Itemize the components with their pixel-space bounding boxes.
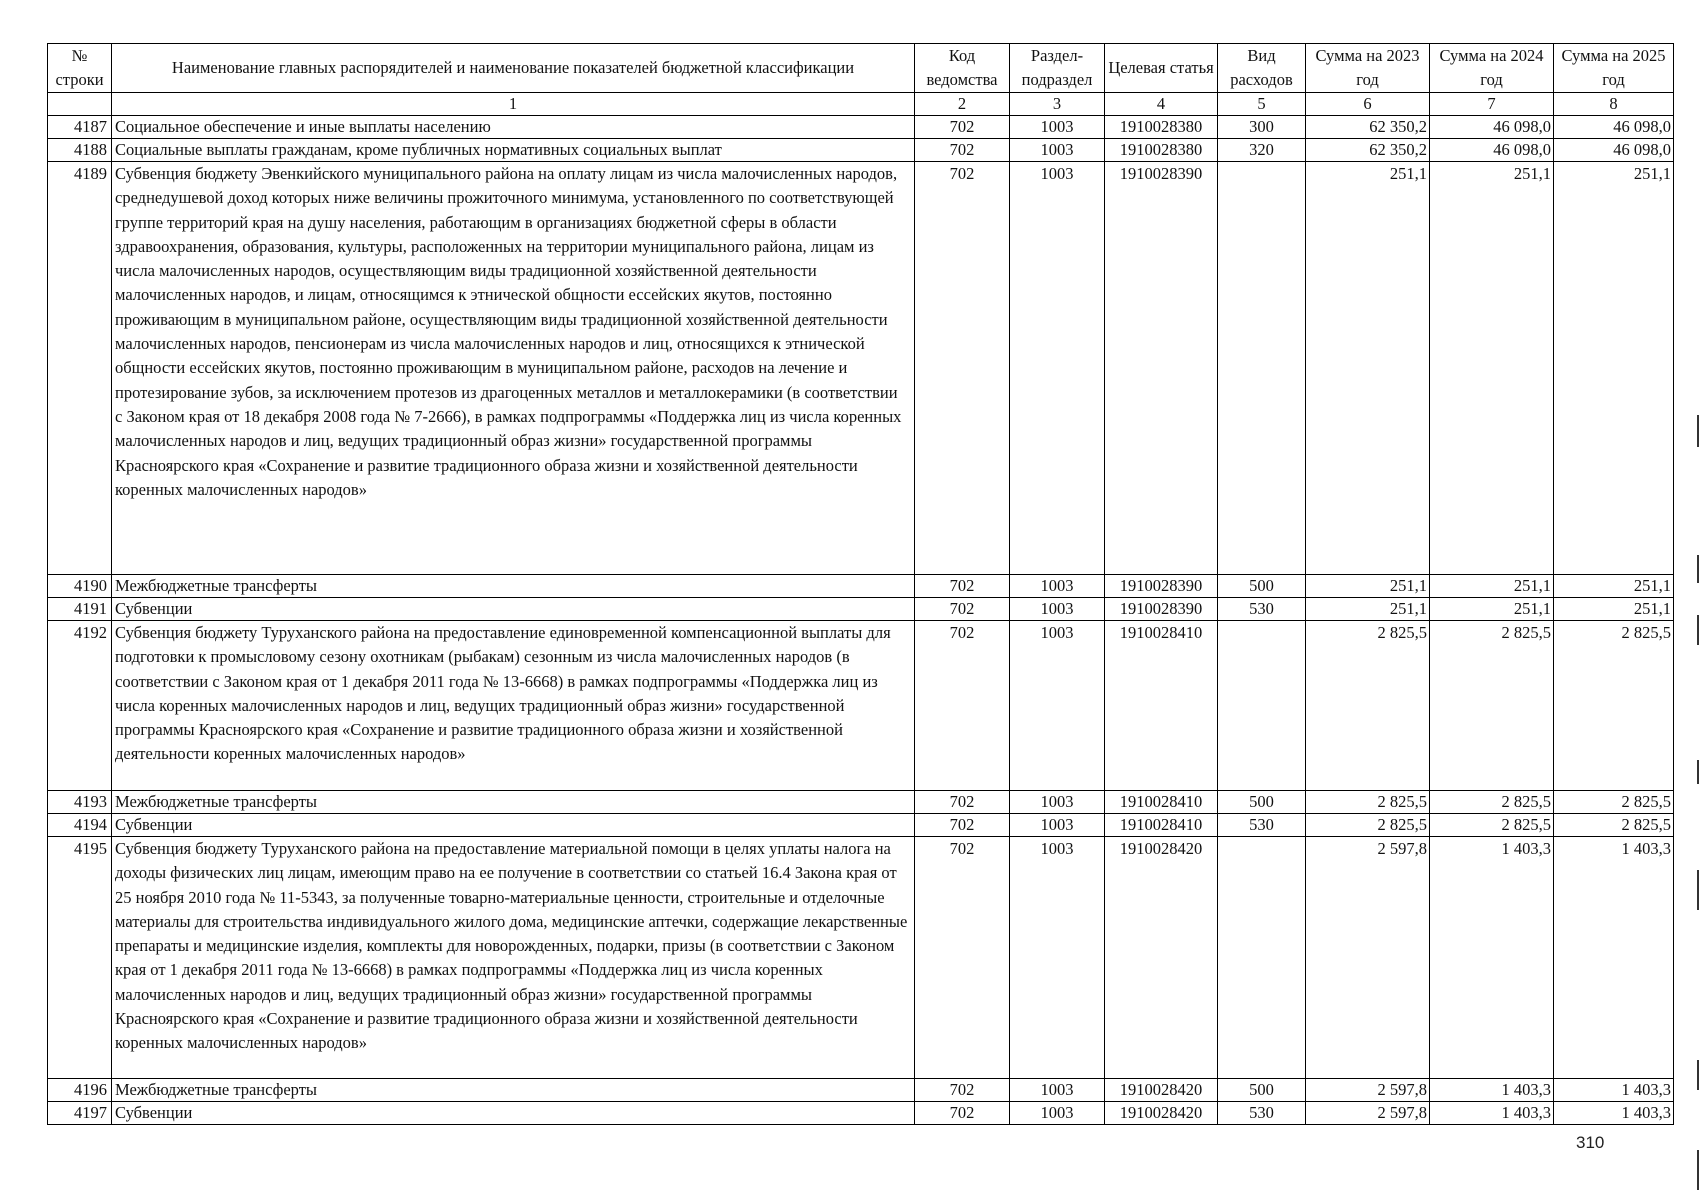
sum-2024: 2 825,5: [1430, 791, 1554, 814]
sum-2025: 1 403,3: [1554, 837, 1674, 1079]
department-code: 702: [915, 575, 1010, 598]
sum-2024: 1 403,3: [1430, 1102, 1554, 1125]
target-article: 1910028390: [1105, 598, 1218, 621]
table-row: [48, 791, 1674, 814]
target-article: 1910028420: [1105, 1102, 1218, 1125]
page-number: 310: [1576, 1133, 1605, 1152]
department-code: 702: [915, 139, 1010, 162]
header-target-article: Целевая статья: [1105, 44, 1218, 93]
row-name: Межбюджетные трансферты: [112, 575, 915, 598]
department-code: 702: [915, 598, 1010, 621]
expense-type: 530: [1218, 598, 1306, 621]
column-number: 3: [1010, 93, 1105, 116]
column-number: 1: [112, 93, 915, 116]
department-code: 702: [915, 621, 1010, 791]
section-code: 1003: [1010, 162, 1105, 575]
column-number: 7: [1430, 93, 1554, 116]
sum-2025: 2 825,5: [1554, 814, 1674, 837]
row-number: 4197: [48, 1102, 112, 1125]
table-row: [48, 1102, 1674, 1125]
sum-2024: 1 403,3: [1430, 837, 1554, 1079]
row-name: Субвенции: [112, 1102, 915, 1125]
column-number: 2: [915, 93, 1010, 116]
section-code: 1003: [1010, 116, 1105, 139]
sum-2023: 62 350,2: [1306, 116, 1430, 139]
table-row: [48, 598, 1674, 621]
sum-2025: 46 098,0: [1554, 139, 1674, 162]
expense-type: [1218, 162, 1306, 575]
column-number: 4: [1105, 93, 1218, 116]
row-name: Субвенции: [112, 598, 915, 621]
column-number: [48, 93, 112, 116]
table-row: [48, 621, 1674, 791]
sum-2025: 251,1: [1554, 598, 1674, 621]
expense-type: 530: [1218, 1102, 1306, 1125]
row-name: Субвенция бюджету Эвенкийского муниципального района на оплату лицам из числа малочисленных народов, среднедушевой доход которых ниже величины прожиточного минимума, установленного по соответствующей группе территорий края на душу населения, работающим в организациях бюджетной сферы в области здравоохранения, образования, культуры, расположенных на территории муниципального района, лицам из числа малочисленных народов, осуществляющим виды традиционной хозяйственной деятельности малочисленных народов, и лицам, относящимся к этнической общности ессейских якутов, постоянно проживающим в муниципальном районе, осуществляющим виды традиционной хозяйственной деятельности малочисленных народов, пенсионерам из числа малочисленных народов и лиц, относящихся к этнической общности ессейских якутов, постоянно проживающим в муниципальном районе, расходов на лечение и протезирование зубов, за исключением протезов из драгоценных металлов и металлокерамики (в соответствии с Законом края от 18 декабря 2008 года № 7-2666), в рамках подпрограммы «Поддержка лиц из числа коренных малочисленных народов и лиц, ведущих традиционный образ жизни» государственной программы Красноярского края «Сохранение и развитие традиционного образа жизни и хозяйственной деятельности коренных малочисленных народов»: [112, 162, 915, 575]
department-code: 702: [915, 1079, 1010, 1102]
section-code: 1003: [1010, 598, 1105, 621]
table-row: [48, 575, 1674, 598]
scan-edge-mark: [1697, 760, 1699, 784]
sum-2023: 2 597,8: [1306, 1102, 1430, 1125]
header-sum-2024: Сумма на 2024 год: [1430, 44, 1554, 93]
sum-2024: 2 825,5: [1430, 814, 1554, 837]
header-section: Раздел-подраздел: [1010, 44, 1105, 93]
row-name: Субвенция бюджету Туруханского района на предоставление материальной помощи в целях уплаты налога на доходы физических лиц лицам, имеющим право на ее получение в соответствии со статьей 16.4 Закона края от 25 ноября 2010 года № 11-5343, за полученные товарно-материальные ценности, строительные и отделочные материалы для строительства индивидуального жилого дома, медицинские аптечки, содержащие лекарственные препараты и медицинские изделия, комплекты для новорожденных, подарки, призы (в соответствии с Законом края от 1 декабря 2011 года № 13-6668) в рамках подпрограммы «Поддержка лиц из числа коренных малочисленных народов и лиц, ведущих традиционный образ жизни» государственной программы Красноярского края «Сохранение и развитие традиционного образа жизни и хозяйственной деятельности коренных малочисленных народов»: [112, 837, 915, 1079]
table-row: [48, 162, 1674, 575]
sum-2023: 2 825,5: [1306, 621, 1430, 791]
header-name: Наименование главных распорядителей и наименование показателей бюджетной классификации: [112, 44, 915, 93]
row-name: Субвенции: [112, 814, 915, 837]
scan-edge-mark: [1697, 555, 1699, 583]
sum-2024: 46 098,0: [1430, 139, 1554, 162]
header-row-number: № строки: [48, 44, 112, 93]
sum-2023: 2 597,8: [1306, 1079, 1430, 1102]
row-number: 4195: [48, 837, 112, 1079]
row-name: Межбюджетные трансферты: [112, 1079, 915, 1102]
sum-2025: 46 098,0: [1554, 116, 1674, 139]
column-number: 6: [1306, 93, 1430, 116]
sum-2023: 62 350,2: [1306, 139, 1430, 162]
header-sum-2025: Сумма на 2025 год: [1554, 44, 1674, 93]
target-article: 1910028390: [1105, 162, 1218, 575]
scan-edge-mark: [1697, 1150, 1699, 1190]
budget-table: [47, 43, 1674, 1125]
row-number: 4191: [48, 598, 112, 621]
sum-2023: 2 825,5: [1306, 814, 1430, 837]
department-code: 702: [915, 837, 1010, 1079]
row-number: 4192: [48, 621, 112, 791]
sum-2023: 251,1: [1306, 162, 1430, 575]
row-number: 4193: [48, 791, 112, 814]
target-article: 1910028410: [1105, 621, 1218, 791]
department-code: 702: [915, 814, 1010, 837]
row-number: 4187: [48, 116, 112, 139]
row-name: Межбюджетные трансферты: [112, 791, 915, 814]
sum-2024: 1 403,3: [1430, 1079, 1554, 1102]
sum-2023: 251,1: [1306, 575, 1430, 598]
column-number: 5: [1218, 93, 1306, 116]
sum-2024: 251,1: [1430, 575, 1554, 598]
header-sum-2023: Сумма на 2023 год: [1306, 44, 1430, 93]
target-article: 1910028420: [1105, 837, 1218, 1079]
sum-2024: 251,1: [1430, 162, 1554, 575]
expense-type: [1218, 621, 1306, 791]
sum-2023: 2 825,5: [1306, 791, 1430, 814]
sum-2023: 2 597,8: [1306, 837, 1430, 1079]
section-code: 1003: [1010, 575, 1105, 598]
header-department-code: Код ведомства: [915, 44, 1010, 93]
expense-type: [1218, 837, 1306, 1079]
section-code: 1003: [1010, 1079, 1105, 1102]
target-article: 1910028390: [1105, 575, 1218, 598]
department-code: 702: [915, 162, 1010, 575]
sum-2025: 251,1: [1554, 575, 1674, 598]
row-name: Социальное обеспечение и иные выплаты населению: [112, 116, 915, 139]
row-name: Социальные выплаты гражданам, кроме публичных нормативных социальных выплат: [112, 139, 915, 162]
department-code: 702: [915, 1102, 1010, 1125]
sum-2025: 1 403,3: [1554, 1079, 1674, 1102]
sum-2025: 1 403,3: [1554, 1102, 1674, 1125]
section-code: 1003: [1010, 791, 1105, 814]
row-name: Субвенция бюджету Туруханского района на предоставление единовременной компенсационной выплаты для подготовки к промысловому сезону охотникам (рыбакам) сезонным из числа малочисленных народов (в соответствии с Законом края от 1 декабря 2011 года № 13-6668) в рамках подпрограммы «Поддержка лиц из числа коренных малочисленных народов и лиц, ведущих традиционный образ жизни» государственной программы Красноярского края «Сохранение и развитие традиционного образа жизни и хозяйственной деятельности коренных малочисленных народов»: [112, 621, 915, 791]
section-code: 1003: [1010, 621, 1105, 791]
target-article: 1910028380: [1105, 116, 1218, 139]
expense-type: 500: [1218, 1079, 1306, 1102]
sum-2024: 46 098,0: [1430, 116, 1554, 139]
row-number: 4188: [48, 139, 112, 162]
table-row: [48, 814, 1674, 837]
scan-edge-mark: [1697, 1060, 1699, 1090]
row-number: 4190: [48, 575, 112, 598]
row-number: 4194: [48, 814, 112, 837]
sum-2025: 251,1: [1554, 162, 1674, 575]
section-code: 1003: [1010, 139, 1105, 162]
expense-type: 500: [1218, 575, 1306, 598]
table-row: [48, 139, 1674, 162]
target-article: 1910028410: [1105, 814, 1218, 837]
header-row: [48, 44, 1674, 93]
expense-type: 530: [1218, 814, 1306, 837]
sum-2023: 251,1: [1306, 598, 1430, 621]
row-number: 4196: [48, 1079, 112, 1102]
department-code: 702: [915, 116, 1010, 139]
sum-2025: 2 825,5: [1554, 621, 1674, 791]
expense-type: 300: [1218, 116, 1306, 139]
sum-2024: 2 825,5: [1430, 621, 1554, 791]
section-code: 1003: [1010, 837, 1105, 1079]
target-article: 1910028380: [1105, 139, 1218, 162]
table-row: [48, 837, 1674, 1079]
column-number: 8: [1554, 93, 1674, 116]
section-code: 1003: [1010, 814, 1105, 837]
scan-edge-mark: [1697, 415, 1699, 447]
sum-2025: 2 825,5: [1554, 791, 1674, 814]
expense-type: 500: [1218, 791, 1306, 814]
header-expense-type: Вид расходов: [1218, 44, 1306, 93]
table-row: [48, 116, 1674, 139]
department-code: 702: [915, 791, 1010, 814]
column-number-row: [48, 93, 1674, 116]
row-number: 4189: [48, 162, 112, 575]
sum-2024: 251,1: [1430, 598, 1554, 621]
scan-edge-mark: [1697, 870, 1699, 910]
section-code: 1003: [1010, 1102, 1105, 1125]
table-row: [48, 1079, 1674, 1102]
scan-edge-mark: [1697, 615, 1699, 645]
target-article: 1910028420: [1105, 1079, 1218, 1102]
target-article: 1910028410: [1105, 791, 1218, 814]
expense-type: 320: [1218, 139, 1306, 162]
